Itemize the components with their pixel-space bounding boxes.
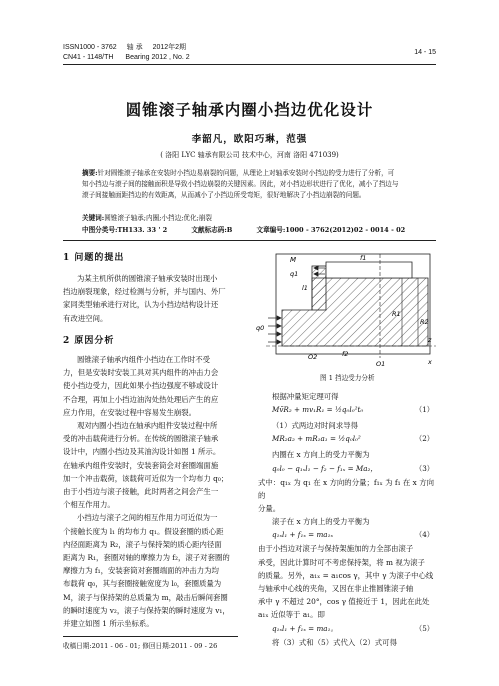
header-rule xyxy=(63,64,436,65)
label-R1: R1 xyxy=(392,310,401,318)
text-line: 挡边崩裂现象，经过检测与分析，并与国内、外厂 xyxy=(63,287,226,297)
text-line: 力，但是安装时安装工具对其内组件的冲击力会 xyxy=(63,368,219,378)
text-line: 摩擦力为 f₁，安装套筒对套圈端面的冲击力为均 xyxy=(63,566,219,576)
clc-number: 中图分类号:TH133. 33 ' 2 xyxy=(82,226,168,234)
text-line: 受的冲击载荷进行分析。在传统的圆锥滚子轴承 xyxy=(63,434,219,444)
equation-3-number: （3） xyxy=(415,463,434,473)
equation-5-row xyxy=(258,622,434,636)
equation-5-number: （5） xyxy=(415,623,434,633)
text-line: 式中：q₁ₓ 为 q₁ 在 x 方向的分量；f₁ₓ 为 f₁ 在 x 方向的 xyxy=(258,477,434,500)
label-O2: O2 xyxy=(308,353,318,361)
label-f2: f2 xyxy=(342,350,349,358)
authors: 李韶凡，欧阳巧琳，范强 xyxy=(191,134,308,145)
text-line: 由于小挡边对滚子与保持架施加的力全部由滚子 xyxy=(258,544,414,554)
label-f1: f1 xyxy=(360,254,367,262)
abstract-label: 摘要: xyxy=(82,169,98,177)
label-l1: l1 xyxy=(302,284,308,292)
text-line: 与轴承中心线的夹角，又因在非止推圆锥滚子轴 xyxy=(258,584,414,594)
header-pages: 14 - 15 xyxy=(414,49,436,56)
section1-heading: 1 问题的提出 xyxy=(63,253,125,263)
label-x: x xyxy=(428,358,432,366)
label-O1: O1 xyxy=(376,360,386,368)
q0-load-arrows xyxy=(268,316,281,344)
label-z: z xyxy=(428,336,432,344)
footnote-rule xyxy=(63,636,238,637)
abstract-line: 滚子间接触面距挡边的有效距离，从而减小了小挡边所受弯矩，很好地解决了小挡边崩裂的问题。 xyxy=(82,191,366,199)
equation-1-number: （1） xyxy=(415,405,434,415)
text-line: 在轴承内组件安装时，安装套筒会对套圈端面施 xyxy=(63,460,219,470)
text-line: （1）式两边对时间求导得 xyxy=(272,421,359,431)
equation-3: q₀l₀ − q₁ₓl₁ − f₂ − f₁ₓ = Ma₂， xyxy=(272,463,378,473)
equation-1: MṽR₂ + mv₁R₁ = ½q₀l₀²t₀ xyxy=(272,405,364,415)
equation-2-number: （2） xyxy=(415,434,434,444)
text-line: 应力作用，在安装过程中容易发生崩裂。 xyxy=(63,407,197,417)
section2-heading: 2 原因分析 xyxy=(63,336,115,346)
text-line: 为某主机所供的圆锥滚子轴承安装时出现小 xyxy=(77,274,218,283)
text-line: a₁ₓ 近似等于 a₁。即 xyxy=(258,610,325,620)
text-line: 将（3）式和（5）式代入（2）式可得 xyxy=(272,637,397,647)
footnote: 收稿日期:2011 - 06 - 01; 修回日期:2011 - 09 - 26 xyxy=(63,642,218,650)
roller xyxy=(326,262,412,278)
section2-body xyxy=(63,353,238,630)
equation-2: MR₂a₂ + mR₁a₁ = ½q₀l₀² xyxy=(272,434,361,444)
text-line: 使小挡边受力，因此如果小挡边强度不够或设计 xyxy=(63,381,219,391)
abstract-rule xyxy=(63,240,436,241)
text-line: 距离为 R₁，套圈对轴的摩擦力为 f₂，滚子对套圈的 xyxy=(63,553,230,563)
paper-title: 圆锥滚子轴承内圈小挡边优化设计 xyxy=(125,100,374,119)
article-number: 文章编号:1000 - 3762(2012)02 - 0014 - 02 xyxy=(256,226,406,234)
text-line: 并建立如图 1 所示坐标系。 xyxy=(63,619,154,629)
text-line: 个接触长度为 l₁ 的均布力 q₁。假设套圈的质心距 xyxy=(63,526,224,536)
text-line: 承中 γ 不超过 20°，cos γ 值接近于 1，因此在此处 xyxy=(258,597,430,607)
keywords-label: 关键词: xyxy=(82,214,105,222)
right-column xyxy=(258,390,434,649)
text-line: 观对内圈小挡边在轴承内组件安装过程中所 xyxy=(77,421,218,431)
equation-4: q₁ₓl₁ + f₁ₓ = ma₁ₓ xyxy=(272,530,334,540)
abstract-line: 针对圆锥滚子轴承在安装时小挡边易崩裂的问题，从理论上对轴承安装时小挡边的受力进行了分析，可 xyxy=(97,169,395,177)
label-q1: q1 xyxy=(290,270,299,278)
text-line: 的瞬时速度为 v₂，滚子与保持架的瞬时速度为 v₁， xyxy=(63,605,230,615)
text-line: M，滚子与保持架的总质量为 m，敲击后瞬间套圈 xyxy=(63,592,228,602)
equation-2-row xyxy=(258,432,434,448)
text-line: 加一个冲击载荷，该载荷可近似为一个均布力 q₀； xyxy=(63,473,229,483)
text-line: 家同类型轴承进行对比，认为小挡边结构设计还 xyxy=(63,300,219,310)
header-journal-cn: 轴 承 xyxy=(126,44,143,51)
affiliation: ( 洛阳 LYC 轴承有限公司 技术中心，河南 洛阳 471039) xyxy=(160,151,339,159)
text-line: 内圈在 x 方向上的受力平衡为 xyxy=(272,450,370,460)
text-line: 滚子在 x 方向上的受力平衡为 xyxy=(272,517,370,527)
text-line: 小挡边与滚子之间的相互作用力可近似为一 xyxy=(77,513,218,523)
text-line: 布载荷 q₀，其与套圈接触宽度为 l₀，套圈质量为 xyxy=(63,579,222,589)
text-line: 个相互作用力。 xyxy=(63,500,115,510)
equation-4-row xyxy=(258,528,434,542)
text-line: 不合理，再加上小挡边油沟处热处理后产生的应 xyxy=(63,394,219,404)
label-R2: R2 xyxy=(420,318,429,326)
classification xyxy=(82,224,442,234)
label-M: M xyxy=(290,256,297,264)
text-line: 的质量。另外，a₁ₓ = a₁cos γ，其中 γ 为滚子中心线 xyxy=(258,570,434,580)
header-cn: CN41 - 1148/TH xyxy=(63,54,114,61)
equation-4-number: （4） xyxy=(415,530,434,540)
label-q0: q0 xyxy=(256,324,265,332)
header-issue-cn: 2012年2期 xyxy=(152,44,187,51)
text-line: 设计中，内圈小挡边及其油沟设计如图 1 所示。 xyxy=(63,447,221,457)
small-rib xyxy=(312,266,326,310)
text-line: 分量。 xyxy=(258,504,281,514)
keywords xyxy=(82,212,429,222)
doc-code: 文献标志码:B xyxy=(191,226,233,234)
header-issn: ISSN1000 - 3762 xyxy=(63,44,117,51)
equation-1-row xyxy=(258,403,434,419)
text-line: 承受，因此计算时可不考虑保持架，将 m 视为滚子 xyxy=(258,557,425,567)
abstract-line: 知小挡边与滚子间的接触面积是导致小挡边崩裂的关键因素。因此，对小挡边形状进行了优化，减小了挡边与 xyxy=(82,180,399,188)
equation-5: q₁ₓl₁ + f₁ₓ = ma₁。 xyxy=(272,623,338,633)
text-line: 圆锥滚子轴承内组件小挡边在工作时不受 xyxy=(77,355,211,364)
text-line: 内径面距离为 R₂，滚子与保持架的质心距内径面 xyxy=(63,539,222,549)
abstract xyxy=(82,168,429,201)
figure-caption: 图 1 挡边受力分析 xyxy=(320,374,375,382)
section1-body xyxy=(63,272,238,325)
figure-1 xyxy=(252,248,438,370)
text-line: 由于小挡边与滚子接触，此时两者之间会产生一 xyxy=(63,487,219,497)
equation-3-row xyxy=(258,462,434,476)
text-line: 有改进空间。 xyxy=(63,313,108,323)
text-line: 根据冲量矩定理可得 xyxy=(272,392,339,401)
header-journal-en: Bearing 2012 , No. 2 xyxy=(125,54,190,61)
keywords-text: 圆锥滚子轴承;内圈;小挡边;优化;崩裂 xyxy=(104,214,213,222)
